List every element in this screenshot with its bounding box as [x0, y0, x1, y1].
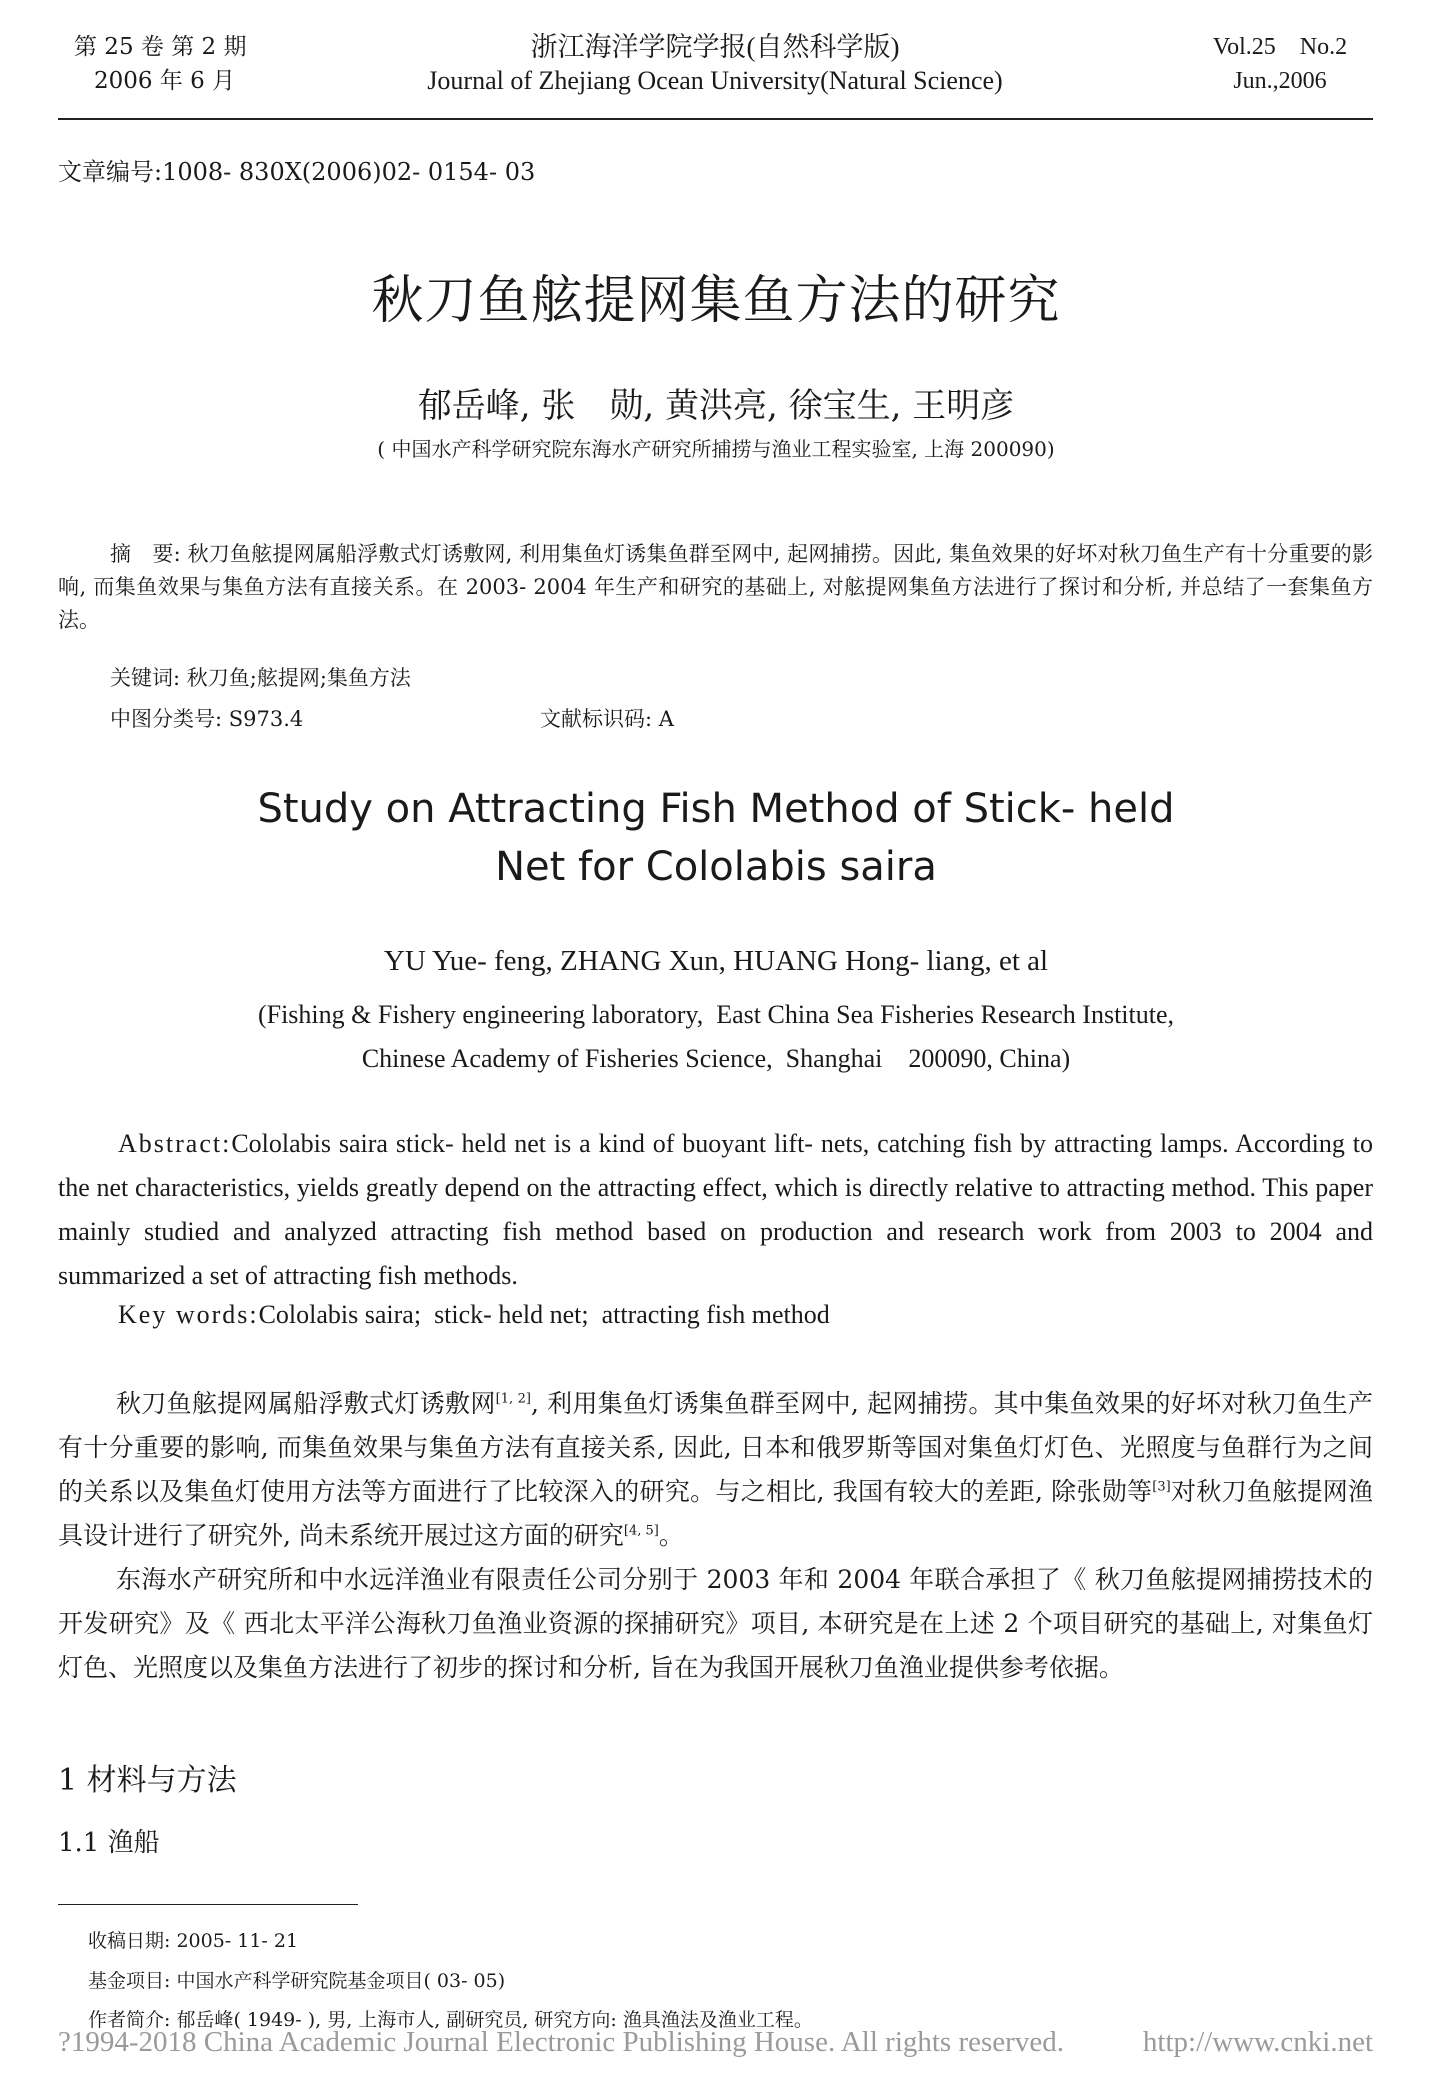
journal-name-cn: 浙江海洋学院学报(自然科学版) — [530, 32, 900, 62]
footnote-divider — [58, 1904, 358, 1905]
affiliation-cn: ( 中国水产科学研究院东海水产研究所捕捞与渔业工程实验室, 上海 200090) — [377, 437, 1055, 461]
citation: [4, 5] — [623, 1523, 659, 1539]
footnote-fund: 基金项目: 中国水产科学研究院基金项目( 03- 05) — [88, 1970, 506, 1992]
date-cn: 2006 年 6 月 — [94, 68, 236, 94]
volume-issue-cn: 第 25 卷 第 2 期 — [74, 34, 247, 60]
title-en — [0, 780, 1432, 896]
affiliation-en — [0, 993, 1432, 1081]
journal-name-block — [330, 30, 1100, 98]
footnote-received: 收稿日期: 2005- 11- 21 — [88, 1930, 299, 1952]
abstract-en-label: Abstract: — [118, 1129, 232, 1158]
citation: [1, 2] — [495, 1391, 531, 1407]
abstract-en-text: Cololabis saira stick- held net is a kind of buoyant lift- nets, catching fish by attracting lamps. According to the net characteristics, yields greatly depend on the attracting effect, which is directly relative to attracting method. This paper mainly studied and analyzed attracting fish method based on production and research work from 2003 to 2004 and summarized a set of attracting fish methods. — [58, 1129, 1373, 1290]
title-en-line2: Net for Cololabis saira — [495, 844, 937, 890]
authors-cn: 郁岳峰, 张 勋, 黄洪亮, 徐宝生, 王明彦 — [417, 386, 1015, 426]
volume-issue-en: Vol.25 No.2 — [1212, 34, 1348, 60]
title-cn: 秋刀鱼舷提网集鱼方法的研究 — [371, 271, 1061, 331]
affiliation-en-line2: Chinese Academy of Fisheries Science, Shanghai 200090, China) — [361, 1044, 1071, 1073]
citation: [3] — [1152, 1479, 1171, 1495]
classification-cn: 中图分类号: S973.4 — [110, 707, 304, 731]
header-volume-block — [74, 30, 274, 98]
affiliation-en-line1: (Fishing & Fishery engineering laboratory, East China Sea Fisheries Research Institute, — [257, 1000, 1175, 1029]
body-text: 。 — [658, 1521, 684, 1550]
title-en-line1: Study on Attracting Fish Method of Stick- held — [257, 786, 1175, 832]
date-en: Jun.,2006 — [1233, 68, 1327, 94]
journal-name-en: Journal of Zhejiang Ocean University(Natural Science) — [427, 66, 1003, 95]
body-text: 对秋刀鱼舷提网渔具设计进行了研究外, 尚未系统开展过这方面的研究 — [58, 1477, 1373, 1550]
copyright-footer — [58, 2026, 1373, 2059]
authors-en: YU Yue- feng, ZHANG Xun, HUANG Hong- liang, et al — [383, 945, 1049, 977]
keywords-en — [118, 1300, 830, 1330]
header-divider — [58, 118, 1373, 120]
keywords-en-text: Cololabis saira; stick- held net; attracting fish method — [258, 1300, 830, 1329]
abstract-en — [58, 1122, 1373, 1298]
abstract-cn: 摘 要: 秋刀鱼舷提网属船浮敷式灯诱敷网, 利用集鱼灯诱集鱼群至网中, 起网捕捞。因此, 集鱼效果的好坏对秋刀鱼生产有十分重要的影响, 而集鱼效果与集鱼方法有直接关系。在 2003- 2004 年生产和研究的基础上, 对舷提网集鱼方法进行了探讨和分析, 并总结了一套集鱼方法。 — [58, 542, 1373, 632]
article-number: 文章编号:1008- 830X(2006)02- 0154- 03 — [58, 158, 536, 186]
cnki-link[interactable]: http://www.cnki.net — [1142, 2026, 1373, 2058]
body-text: , 利用集鱼灯诱集鱼群至网中, 起网捕捞。其中集鱼效果的好坏对秋刀鱼生产有十分重要的影响, 而集鱼效果与集鱼方法有直接关系, 因此, 日本和俄罗斯等国对集鱼灯灯色、光照度与鱼群行为之间的关系以及集鱼灯使用方法等方面进行了比较深入的研究。与之相比, 我国有较大的差距, 除张勋等 — [58, 1389, 1373, 1506]
section-heading-1: 1 材料与方法 — [58, 1763, 237, 1798]
section-heading-1-1: 1.1 渔船 — [58, 1828, 160, 1858]
body-paragraph-2: 东海水产研究所和中水远洋渔业有限责任公司分别于 2003 年和 2004 年联合承担了《 秋刀鱼舷提网捕捞技术的开发研究》及《 西北太平洋公海秋刀鱼渔业资源的探捕研究》项目, 本研究是在上述 2 个项目研究的基础上, 对集鱼灯灯色、光照度以及集鱼方法进行了初步的探讨和分析, 旨在为我国开展秋刀鱼渔业提供参考依据。 — [58, 1565, 1373, 1682]
keywords-en-label: Key words: — [118, 1300, 259, 1329]
footnote-author-bio: 作者简介: 郁岳峰( 1949- ), 男, 上海市人, 副研究员, 研究方向: 渔具渔法及渔业工程。 — [88, 2009, 813, 2031]
document-code-cn: 文献标识码: A — [540, 707, 674, 731]
body-text: 秋刀鱼舷提网属船浮敷式灯诱敷网 — [116, 1389, 496, 1418]
keywords-cn: 关键词: 秋刀鱼;舷提网;集鱼方法 — [110, 666, 411, 690]
copyright-text: ?1994-2018 China Academic Journal Electronic Publishing House. All rights reserved. — [58, 2026, 1064, 2058]
body-paragraph-1 — [58, 1382, 1373, 1558]
header-volume-en-block — [1180, 30, 1380, 98]
